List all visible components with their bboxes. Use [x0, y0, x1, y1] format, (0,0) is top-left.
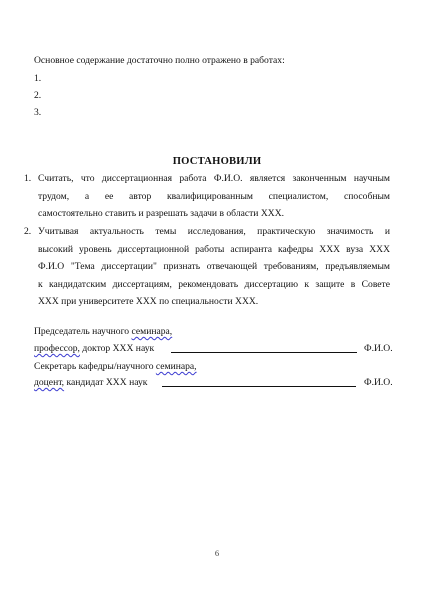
list-item-1: 1. — [34, 73, 42, 84]
list-item-2: 2. — [34, 90, 42, 101]
chair-title-word: профессор, — [34, 343, 80, 354]
resolution-number: 2. — [24, 226, 32, 237]
list-item-3: 3. — [34, 107, 42, 118]
secretary-role-text: Секретарь кафедры/научного — [34, 361, 156, 372]
resolution-line: Ф.И.О "Тема диссертации" признать отвечающей требованиям, предъявляемым — [38, 261, 390, 272]
chair-signature-line — [171, 344, 357, 353]
chair-title-text: доктор ХХХ наук — [79, 343, 155, 354]
resolution-line: Учитывая актуальность темы исследования, практическую значимость и — [38, 226, 390, 237]
secretary-title — [34, 377, 147, 389]
resolution-text — [38, 170, 390, 223]
resolution-line: ХХХ при университете ХХХ по специальности ХХХ. — [38, 296, 259, 307]
chair-title — [34, 343, 154, 355]
secretary-title-word: доцент, — [34, 377, 65, 388]
chair-role-word: семинара, — [131, 326, 173, 337]
chair-role-text: Председатель научного — [34, 326, 132, 337]
secretary-role-word: семинара, — [155, 361, 197, 372]
chair-role — [34, 326, 172, 338]
secretary-title-text: кандидат ХХХ наук — [64, 377, 148, 388]
secretary-role — [34, 361, 197, 373]
page-number: 6 — [214, 548, 220, 558]
section-title: ПОСТАНОВИЛИ — [172, 156, 262, 167]
resolution-line: самостоятельно ставить и разрешать задачи в области ХХХ. — [38, 208, 285, 219]
resolution-line: к кандидатским диссертациям, рекомендовать диссертацию к защите в Совете — [38, 278, 390, 290]
resolution-line: высокий уровень диссертационной работы аспиранта кафедры ХХХ вуза ХХХ — [38, 243, 390, 255]
resolution-number: 1. — [24, 173, 32, 184]
resolution-text — [38, 223, 390, 311]
intro-text: Основное содержание достаточно полно отражено в работах: — [34, 55, 285, 66]
resolution-line: Считать, что диссертационная работа Ф.И.О. является законченным научным — [38, 173, 390, 184]
secretary-name: Ф.И.О. — [364, 377, 393, 388]
resolution-line: трудом, а ее автор квалифицированным специалистом, способным — [38, 190, 390, 202]
secretary-signature-line — [162, 378, 356, 387]
chair-name: Ф.И.О. — [364, 343, 393, 354]
